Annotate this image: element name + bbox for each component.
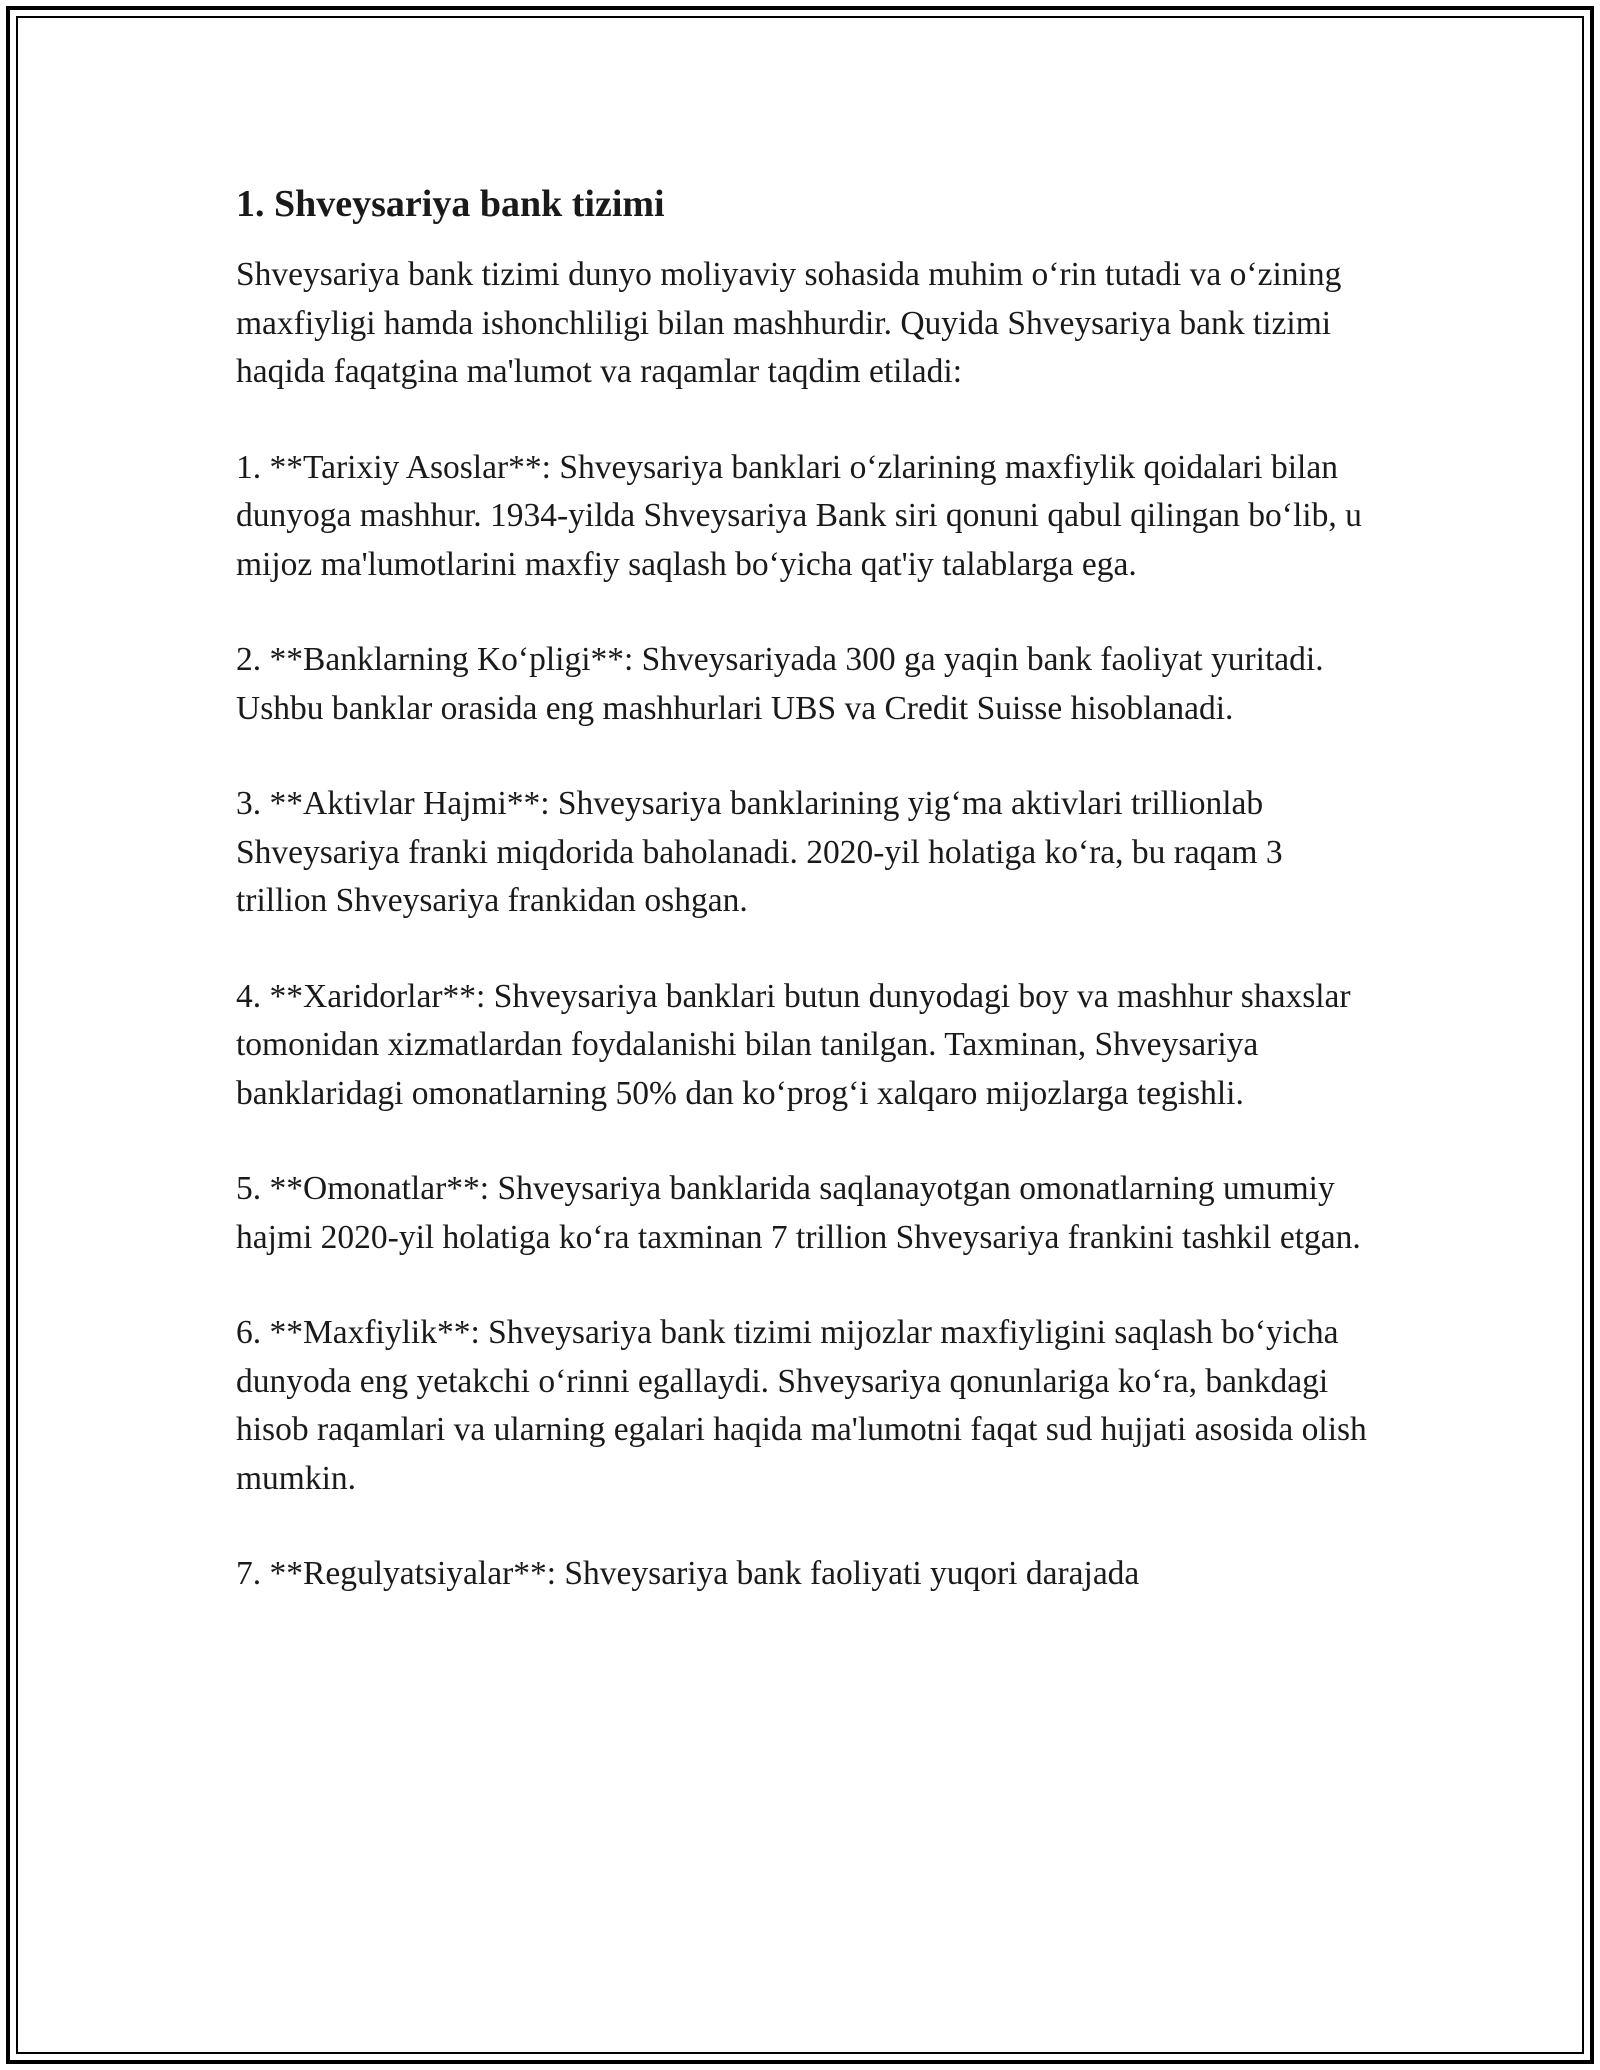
list-item: 3. **Aktivlar Hajmi**: Shveysariya banklarining yig‘ma aktivlari trillionlab Shveysariya franki miqdorida baholanadi. 2020-yil holatiga ko‘ra, bu raqam 3 trillion Shveysariya frankidan oshgan. [236, 785, 1283, 920]
list-item: 2. **Banklarning Ko‘pligi**: Shveysariyada 300 ga yaqin bank faoliyat yuritadi. Ushbu banklar orasida eng mashhurlari UBS va Credit Suisse hisoblanadi. [236, 641, 1324, 727]
list-item: 1. **Tarixiy Asoslar**: Shveysariya banklari o‘zlarining maxfiylik qoidalari bilan dunyoga mashhur. 1934-yilda Shveysariya Bank siri qonuni qabul qilingan bo‘lib, u mijoz ma'lumotlarini maxfiy saqlash bo‘yicha qat'iy talablarga ega. [236, 448, 1362, 583]
document-title: 1. Shveysariya bank tizimi [236, 183, 665, 225]
document-body [236, 180, 1376, 1646]
list-item: 6. **Maxfiylik**: Shveysariya bank tizimi mijozlar maxfiyligini saqlash bo‘yicha dunyoda eng yetakchi o‘rinni egallaydi. Shveysariya qonunlariga ko‘ra, bankdagi hisob raqamlari va ularning egalari haqida ma'lumotni faqat sud hujjati asosida olish mumkin. [236, 1314, 1367, 1497]
list-item: 4. **Xaridorlar**: Shveysariya banklari butun dunyodagi boy va mashhur shaxslar tomonidan xizmatlardan foydalanishi bilan tanilgan. Taxminan, Shveysariya banklaridagi omonatlarning 50% dan ko‘prog‘i xalqaro mijozlarga tegishli. [236, 977, 1351, 1112]
list-item: 5. **Omonatlar**: Shveysariya banklarida saqlanayotgan omonatlarning umumiy hajmi 2020-yil holatiga ko‘ra taxminan 7 trillion Shveysariya frankini tashkil etgan. [236, 1170, 1361, 1256]
list-item: 7. **Regulyatsiyalar**: Shveysariya bank faoliyati yuqori darajada [236, 1555, 1140, 1593]
intro-paragraph: Shveysariya bank tizimi dunyo moliyaviy sohasida muhim o‘rin tutadi va o‘zining maxfiyligi hamda ishonchliligi bilan mashhurdir. Quyida Shveysariya bank tizimi haqida faqatgina ma'lumot va raqamlar taqdim etiladi: [236, 256, 1342, 391]
